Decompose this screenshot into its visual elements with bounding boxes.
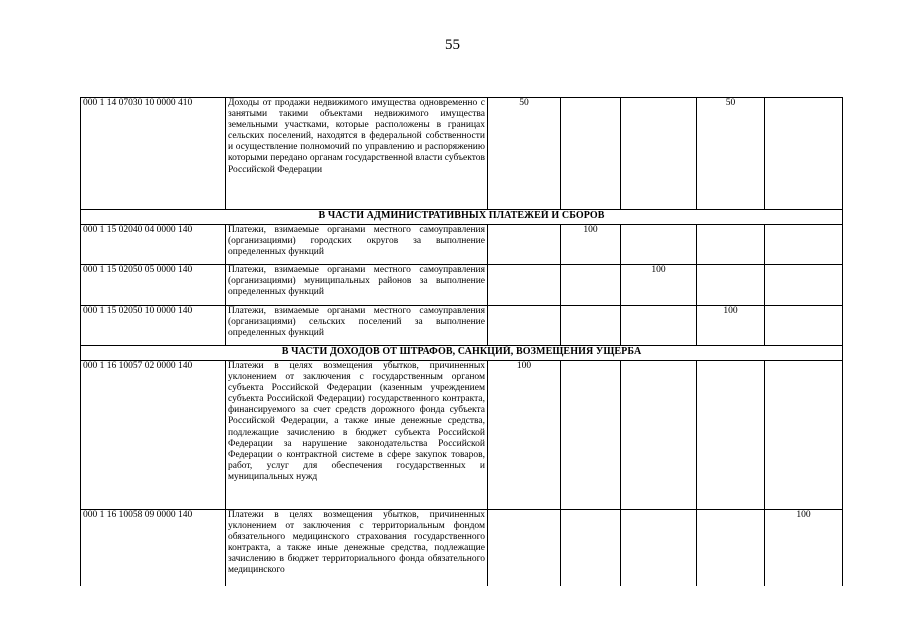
- budget-code: 000 1 16 10058 09 0000 140: [81, 510, 226, 586]
- section-header-row: [81, 210, 843, 225]
- budget-code: 000 1 15 02050 05 0000 140: [81, 265, 226, 306]
- value-cell: 100: [697, 306, 765, 346]
- revenue-description: Платежи, взимаемые органами местного самоуправления (организациями) муниципальных районов за выполнение определенных функций: [226, 265, 488, 306]
- revenue-table: [80, 97, 843, 586]
- value-cell: 100: [765, 510, 843, 586]
- value-cell: [621, 510, 697, 586]
- section-header-row: [81, 346, 843, 361]
- value-cell: [697, 361, 765, 510]
- value-cell: [765, 265, 843, 306]
- value-cell: [765, 306, 843, 346]
- budget-code: 000 1 15 02050 10 0000 140: [81, 306, 226, 346]
- budget-code: 000 1 14 07030 10 0000 410: [81, 98, 226, 210]
- value-cell: [488, 265, 561, 306]
- section-title: В ЧАСТИ ДОХОДОВ ОТ ШТРАФОВ, САНКЦИЙ, ВОЗМЕЩЕНИЯ УЩЕРБА: [81, 346, 843, 361]
- table-row: [81, 265, 843, 306]
- table-row: [81, 510, 843, 586]
- revenue-description: Платежи, взимаемые органами местного самоуправления (организациями) сельских поселений за выполнение определенных функций: [226, 306, 488, 346]
- value-cell: [561, 361, 621, 510]
- value-cell: [765, 98, 843, 210]
- value-cell: [561, 306, 621, 346]
- revenue-description: Платежи в целях возмещения убытков, причиненных уклонением от заключения с территориальным фондом обязательного медицинского страхования государственного контракта, а также иные денежные средства, подлежащие зачислению в бюджет территориального фонда обязательного медицинского: [226, 510, 488, 586]
- value-cell: [621, 306, 697, 346]
- revenue-description: Платежи, взимаемые органами местного самоуправления (организациями) городских округов за выполнение определенных функций: [226, 225, 488, 265]
- budget-code: 000 1 15 02040 04 0000 140: [81, 225, 226, 265]
- value-cell: [621, 225, 697, 265]
- value-cell: [488, 225, 561, 265]
- value-cell: [697, 265, 765, 306]
- value-cell: [621, 361, 697, 510]
- page-number: 55: [445, 37, 460, 53]
- value-cell: 50: [488, 98, 561, 210]
- value-cell: 100: [561, 225, 621, 265]
- value-cell: [621, 98, 697, 210]
- value-cell: [765, 225, 843, 265]
- budget-code: 000 1 16 10057 02 0000 140: [81, 361, 226, 510]
- value-cell: 100: [488, 361, 561, 510]
- value-cell: [561, 265, 621, 306]
- value-cell: 100: [621, 265, 697, 306]
- value-cell: [765, 361, 843, 510]
- table-row: [81, 361, 843, 510]
- revenue-description: Платежи в целях возмещения убытков, причиненных уклонением от заключения с государственным органом субъекта Российской Федерации (казенным учреждением субъекта Российской Федерации) государственного контракта, финансируемого за счет средств дорожного фонда субъекта Российской Федерации, а также иные денежные средства, подлежащие зачислению в бюджет субъекта Российской Федерации за нарушение законодательства Российской Федерации о контрактной системе в сфере закупок товаров, работ, услуг для обеспечения государственных и муниципальных нужд: [226, 361, 488, 510]
- section-title: В ЧАСТИ АДМИНИСТРАТИВНЫХ ПЛАТЕЖЕЙ И СБОРОВ: [81, 210, 843, 225]
- table-row: [81, 306, 843, 346]
- value-cell: [697, 510, 765, 586]
- value-cell: [561, 98, 621, 210]
- table-row: [81, 98, 843, 210]
- value-cell: [488, 306, 561, 346]
- value-cell: [561, 510, 621, 586]
- table-row: [81, 225, 843, 265]
- value-cell: [488, 510, 561, 586]
- value-cell: 50: [697, 98, 765, 210]
- revenue-description: Доходы от продажи недвижимого имущества одновременно с занятыми такими объектами недвижимого имущества земельными участками, которые расположены в границах сельских поселений, находятся в федеральной собственности и осуществление полномочий по управлению и распоряжению которыми передано органам государственной власти субъектов Российской Федерации: [226, 98, 488, 210]
- value-cell: [697, 225, 765, 265]
